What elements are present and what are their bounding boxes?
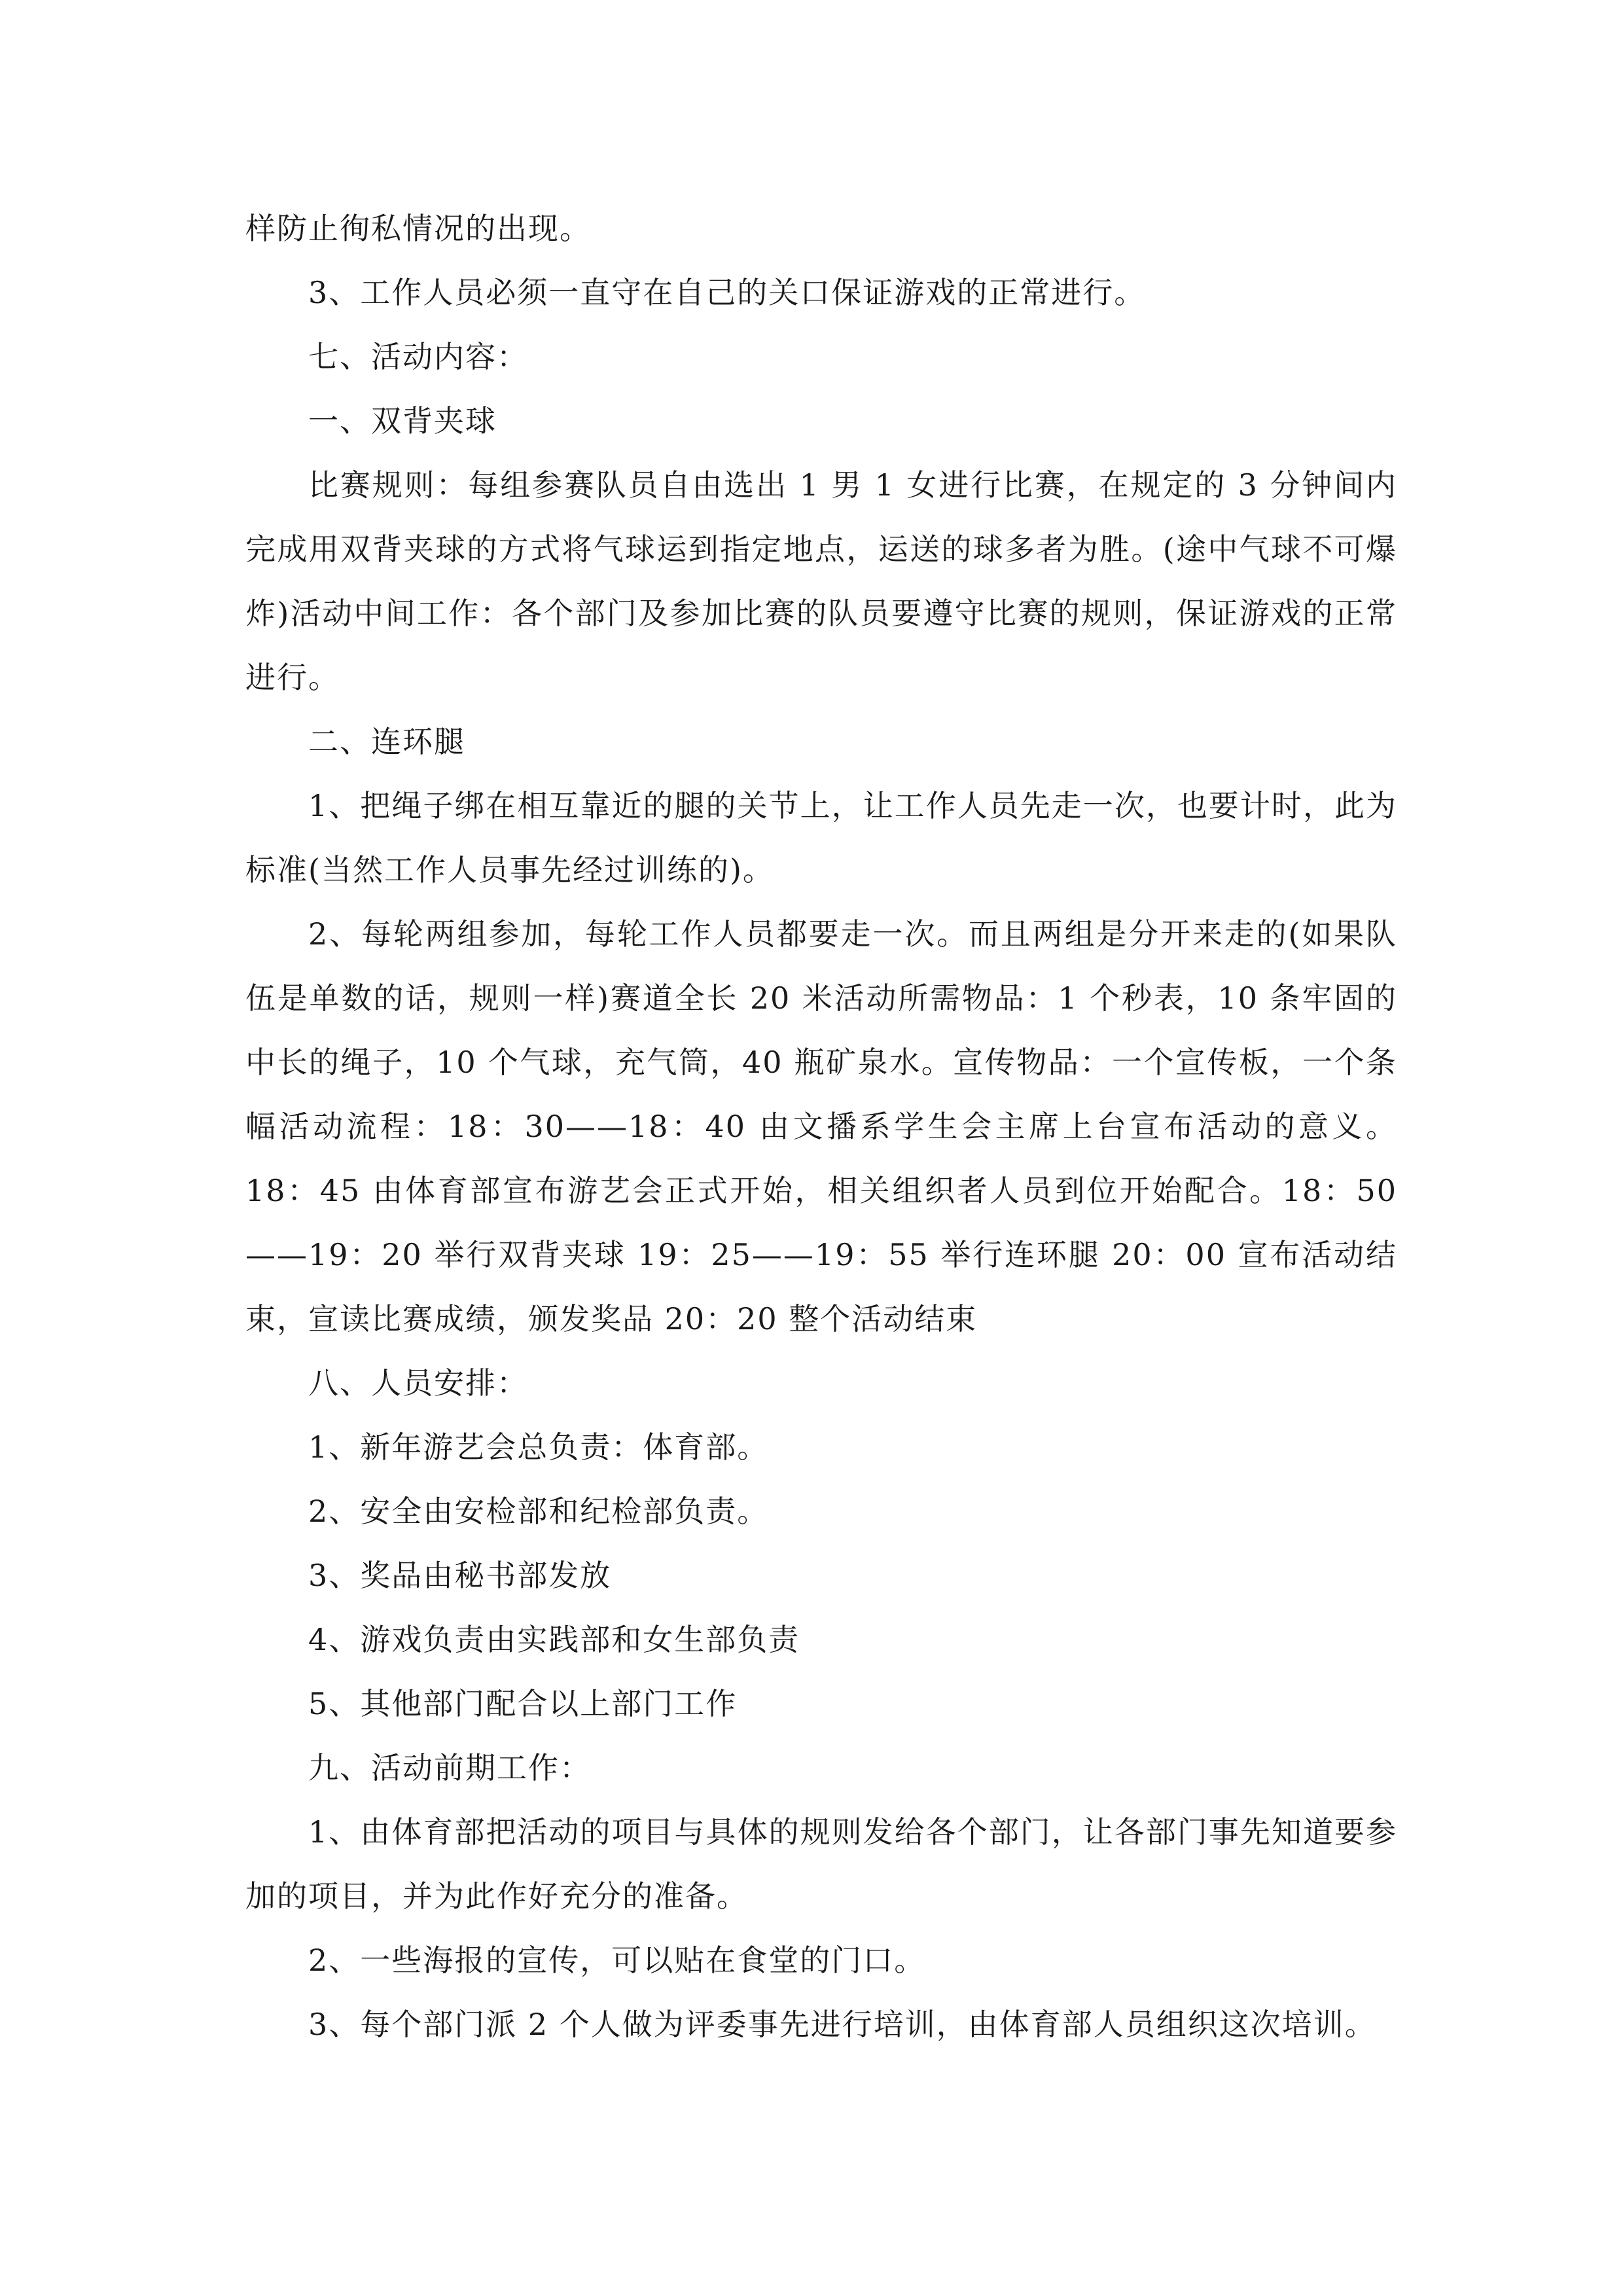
- paragraph-game-1-rules: 比赛规则：每组参赛队员自由选出 1 男 1 女进行比赛，在规定的 3 分钟间内完成用双背夹球的方式将气球运到指定地点，运送的球多者为胜。(途中气球不可爆炸)活动中间工作：各个部门及参加比赛的队员要遵守比赛的规则，保证游戏的正常进行。: [245, 467, 1397, 695]
- list-item-staff-2: 2、安全由安检部和纪检部负责。: [308, 1494, 769, 1529]
- document-body: [245, 196, 1397, 2056]
- section-heading-activity-content: 七、活动内容：: [308, 339, 528, 374]
- paragraph-game-2-rule-1: 1、把绳子绑在相互靠近的腿的关节上，让工作人员先走一次，也要计时，此为标准(当然工作人员事先经过训练的)。: [245, 788, 1397, 888]
- list-item-prep-3: 3、每个部门派 2 个人做为评委事先进行培训，由体育部人员组织这次培训。: [308, 2007, 1376, 2042]
- list-item-staff-4: 4、游戏负责由实践部和女生部负责: [308, 1622, 800, 1657]
- list-item-staff-1: 1、新年游艺会总负责：体育部。: [308, 1429, 769, 1465]
- game-title-double-back-ball: 一、双背夹球: [308, 403, 497, 439]
- paragraph-rule-3: 3、工作人员必须一直守在自己的关口保证游戏的正常进行。: [308, 275, 1146, 310]
- paragraph-continuation: 样防止徇私情况的出现。: [245, 211, 591, 246]
- paragraph-game-2-rule-2: 2、每轮两组参加，每轮工作人员都要走一次。而且两组是分开来走的(如果队伍是单数的话，规则一样)赛道全长 20 米活动所需物品：1 个秒表，10 条牢固的中长的绳子，10 个气球，充气筒，40 瓶矿泉水。宣传物品：一个宣传板，一个条幅活动流程：18：30——18：40 由文播系学生会主席上台宣布活动的意义。18：45 由体育部宣布游艺会正式开始，相关组织者人员到位开始配合。18：50——19：20 举行双背夹球 19：25——19：55 举行连环腿 20：00 宣布活动结束，宣读比赛成绩，颁发奖品 20：20 整个活动结束: [245, 916, 1397, 1336]
- list-item-staff-5: 5、其他部门配合以上部门工作: [308, 1686, 738, 1721]
- section-heading-preparation: 九、活动前期工作：: [308, 1750, 591, 1785]
- list-item-staff-3: 3、奖品由秘书部发放: [308, 1558, 612, 1593]
- list-item-prep-1: 1、由体育部把活动的项目与具体的规则发给各个部门，让各部门事先知道要参加的项目，并为此作好充分的准备。: [245, 1814, 1397, 1914]
- list-item-prep-2: 2、一些海报的宣传，可以贴在食堂的门口。: [308, 1943, 926, 1978]
- game-title-linked-legs: 二、连环腿: [308, 724, 465, 759]
- section-heading-staff: 八、人员安排：: [308, 1365, 528, 1401]
